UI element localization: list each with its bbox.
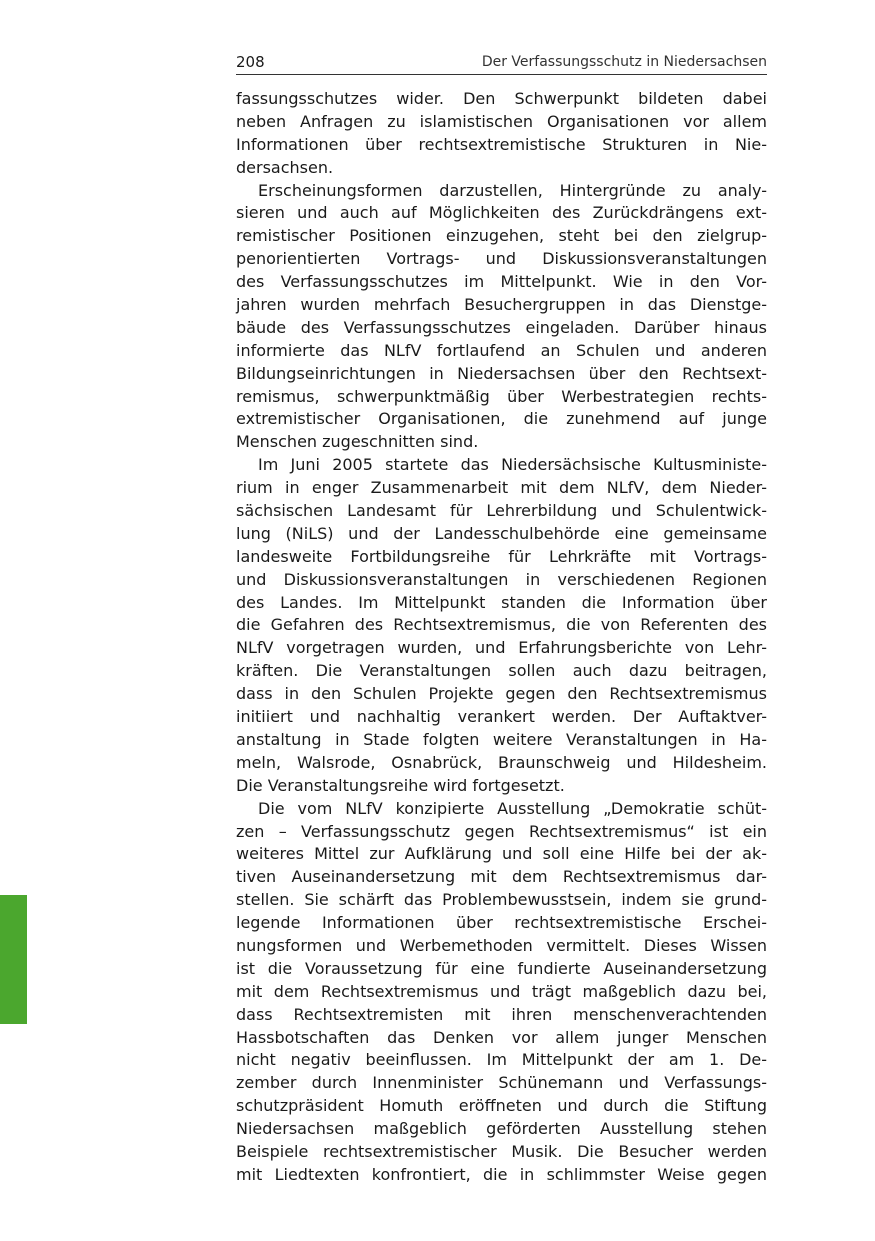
text-line: die Gefahren des Rechtsextremismus, die von Referenten des <box>236 615 767 635</box>
text-line: stellen. Sie schärft das Problembewusstsein, indem sie grund- <box>236 890 767 910</box>
text-line: Niedersachsen maßgeblich geförderten Ausstellung stehen <box>236 1119 767 1139</box>
text-line: legende Informationen über rechtsextremistische Erschei- <box>236 913 767 933</box>
text-line: und Diskussionsveranstaltungen in verschiedenen Regionen <box>236 569 767 589</box>
text-line: penorientierten Vortrags- und Diskussionsveranstaltungen <box>236 249 767 269</box>
text-line: kräften. Die Veranstaltungen sollen auch dazu beitragen, <box>236 661 767 681</box>
text-line: mit Liedtexten konfrontiert, die in schlimmster Weise gegen <box>236 1164 767 1184</box>
text-line: remistischer Positionen einzugehen, steht bei den zielgrup- <box>236 226 767 246</box>
text-line: Bildungseinrichtungen in Niedersachsen über den Rechtsext- <box>236 363 767 383</box>
text-line: sieren und auch auf Möglichkeiten des Zurückdrängens ext- <box>236 203 767 223</box>
text-line: remismus, schwerpunktmäßig über Werbestrategien rechts- <box>236 386 767 406</box>
text-line: dass Rechtsextremisten mit ihren menschenverachtenden <box>236 1004 767 1024</box>
text-line: bäude des Verfassungsschutzes eingeladen. Darüber hinaus <box>236 317 767 337</box>
text-line: informierte das NLfV fortlaufend an Schulen und anderen <box>236 340 767 360</box>
page-number: 208 <box>236 53 265 71</box>
text-line: neben Anfragen zu islamistischen Organisationen vor allem <box>236 111 767 131</box>
text-line: zember durch Innenminister Schünemann und Verfassungs- <box>236 1073 767 1093</box>
running-title: Der Verfassungsschutz in Niedersachsen <box>481 54 767 70</box>
text-line: dersachsen. <box>236 157 334 177</box>
text-line: dass in den Schulen Projekte gegen den Rechtsextremismus <box>236 684 767 704</box>
text-line: landesweite Fortbildungsreihe für Lehrkräfte mit Vortrags- <box>236 546 767 566</box>
body-text <box>236 88 767 1187</box>
text-line: mit dem Rechtsextremismus und trägt maßgeblich dazu bei, <box>236 981 767 1001</box>
text-line: lung (NiLS) und der Landesschulbehörde eine gemeinsame <box>236 523 767 543</box>
text-line: Die Veranstaltungsreihe wird fortgesetzt. <box>236 775 565 795</box>
text-line: Die vom NLfV konzipierte Ausstellung „Demokratie schüt- <box>258 798 767 818</box>
text-line: Informationen über rechtsextremistische Strukturen in Nie- <box>236 134 767 154</box>
text-line: Hassbotschaften das Denken vor allem junger Menschen <box>236 1027 767 1047</box>
text-line: weiteres Mittel zur Aufklärung und soll eine Hilfe bei der ak- <box>236 844 767 864</box>
text-line: des Verfassungsschutzes im Mittelpunkt. Wie in den Vor- <box>236 272 767 292</box>
text-line: initiiert und nachhaltig verankert werden. Der Auftaktver- <box>236 707 767 727</box>
text-line: NLfV vorgetragen wurden, und Erfahrungsberichte von Lehr- <box>236 638 767 658</box>
text-line: des Landes. Im Mittelpunkt standen die Information über <box>236 592 767 612</box>
text-line: extremistischer Organisationen, die zunehmend auf junge <box>236 409 767 429</box>
text-line: nungsformen und Werbemethoden vermittelt. Dieses Wissen <box>236 935 767 955</box>
text-line: tiven Auseinandersetzung mit dem Rechtsextremismus dar- <box>236 867 767 887</box>
text-line: anstaltung in Stade folgten weitere Veranstaltungen in Ha- <box>236 729 767 749</box>
text-line: Erscheinungsformen darzustellen, Hintergründe zu analy- <box>258 180 767 200</box>
text-line: meln, Walsrode, Osnabrück, Braunschweig und Hildesheim. <box>236 752 767 772</box>
section-color-tab <box>0 895 27 1024</box>
text-line: Im Juni 2005 startete das Niedersächsische Kultusministe- <box>258 455 767 475</box>
text-line: fassungsschutzes wider. Den Schwerpunkt bildeten dabei <box>236 89 767 108</box>
text-line: nicht negativ beeinflussen. Im Mittelpunkt der am 1. De- <box>236 1050 767 1070</box>
text-line: schutzpräsident Homuth eröffneten und durch die Stiftung <box>236 1096 767 1116</box>
text-line: jahren wurden mehrfach Besuchergruppen in das Dienstge- <box>236 295 767 315</box>
page-header <box>236 52 767 75</box>
text-line: ist die Voraussetzung für eine fundierte Auseinandersetzung <box>236 958 767 978</box>
text-line: Menschen zugeschnitten sind. <box>236 432 479 452</box>
text-line: zen – Verfassungsschutz gegen Rechtsextremismus“ ist ein <box>236 821 767 841</box>
text-line: Beispiele rechtsextremistischer Musik. Die Besucher werden <box>236 1141 767 1161</box>
text-line: sächsischen Landesamt für Lehrerbildung und Schulentwick- <box>236 501 767 521</box>
text-line: rium in enger Zusammenarbeit mit dem NLfV, dem Nieder- <box>236 478 767 498</box>
